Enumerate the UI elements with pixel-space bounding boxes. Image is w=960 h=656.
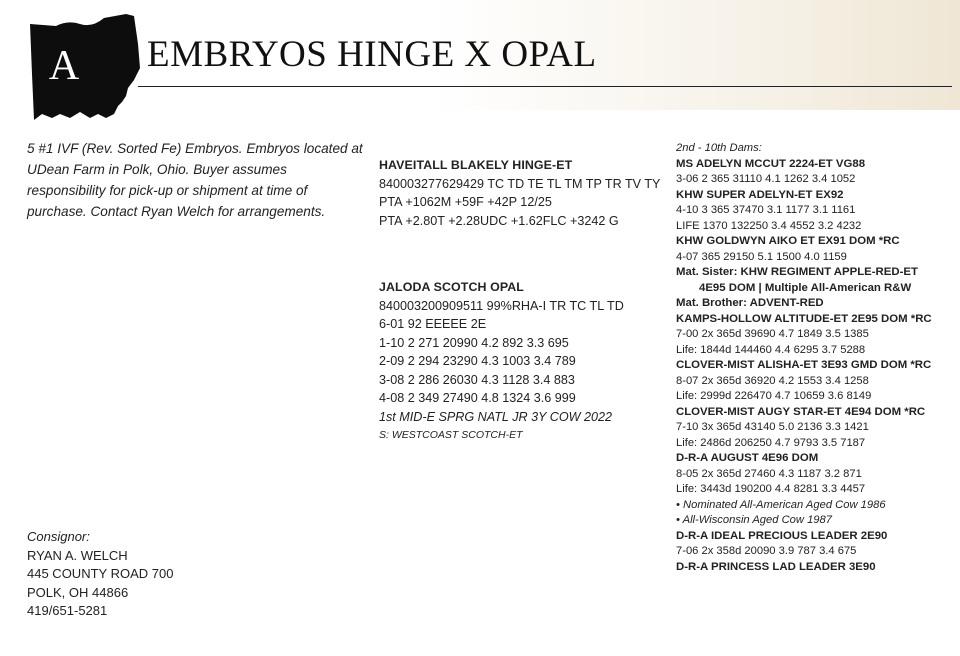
pedigree-line: 3-06 2 365 31110 4.1 1262 3.4 1052 <box>676 173 856 185</box>
pedigree-line: KHW SUPER ADELYN-ET EX92 <box>676 188 844 201</box>
dam-line: 3-08 2 286 26030 4.3 1128 3.4 883 <box>379 372 575 387</box>
dam-block <box>379 278 679 445</box>
sire-block <box>379 156 679 230</box>
pedigree-line: KAMPS-HOLLOW ALTITUDE-ET 2E95 DOM *RC <box>676 312 932 325</box>
pedigree-line: 8-05 2x 365d 27460 4.3 1187 3.2 871 <box>676 467 862 480</box>
pedigree-line: 8-07 2x 365d 36920 4.2 1553 3.4 1258 <box>676 374 869 387</box>
pedigree-line: Life: 2999d 226470 4.7 10659 3.6 8149 <box>676 390 872 402</box>
dam-line: 6-01 92 EEEEE 2E <box>379 317 487 331</box>
dam-sire-note: S: WESTCOAST SCOTCH-ET <box>379 429 523 441</box>
consignor-name: RYAN A. WELCH <box>27 547 128 563</box>
pedigree-line: • All-Wisconsin Aged Cow 1987 <box>676 514 832 526</box>
sire-line: 840003277629429 TC TD TE TL TM TP TR TV TY <box>379 176 661 191</box>
pedigree-line: CLOVER-MIST AUGY STAR-ET 4E94 DOM *RC <box>676 405 926 418</box>
consignor-address: 445 COUNTY ROAD 700 <box>27 566 174 581</box>
pedigree-line: 7-06 2x 358d 20090 3.9 787 3.4 675 <box>676 545 857 557</box>
pedigree-line: 4-10 3 365 37470 3.1 1177 3.1 1161 <box>676 204 856 216</box>
page-title: EMBRYOS HINGE X OPAL <box>147 34 597 75</box>
sire-line: PTA +2.80T +2.28UDC +1.62FLC +3242 G <box>379 213 619 228</box>
pedigree-block <box>676 141 958 575</box>
consignor-city: POLK, OH 44866 <box>27 584 129 600</box>
dam-award: 1st MID-E SPRG NATL JR 3Y COW 2022 <box>379 409 613 424</box>
dam-line: 1-10 2 271 20990 4.2 892 3.3 695 <box>379 335 569 350</box>
pedigree-line: KHW GOLDWYN AIKO ET EX91 DOM *RC <box>676 235 900 247</box>
pedigree-line: Mat. Sister: KHW REGIMENT APPLE-RED-ET <box>676 266 918 278</box>
sire-name: HAVEITALL BLAKELY HINGE-ET <box>379 158 573 172</box>
dam-name: JALODA SCOTCH OPAL <box>379 280 524 294</box>
title-divider <box>138 86 952 87</box>
pedigree-line: Life: 2486d 206250 4.7 9793 3.5 7187 <box>676 436 866 449</box>
pedigree-line: D-R-A IDEAL PRECIOUS LEADER 2E90 <box>676 529 888 542</box>
consignor-label: Consignor: <box>27 529 90 544</box>
pedigree-line: D-R-A AUGUST 4E96 DOM <box>676 452 819 464</box>
dam-line: 840003200909511 99%RHA-I TR TC TL TD <box>379 298 624 313</box>
lot-header <box>0 0 960 95</box>
pedigree-line: D-R-A PRINCESS LAD LEADER 3E90 <box>676 560 876 573</box>
pedigree-line: 4E95 DOM | Multiple All-American R&W <box>699 281 912 294</box>
dam-line: 4-08 2 349 27490 4.8 1324 3.6 999 <box>379 391 576 405</box>
pedigree-lines <box>676 157 958 576</box>
sire-line: PTA +1062M +59F +42P 12/25 <box>379 195 552 209</box>
pedigree-line: Life: 3443d 190200 4.4 8281 3.3 4457 <box>676 483 866 495</box>
pedigree-line: 7-00 2x 365d 39690 4.7 1849 3.5 1385 <box>676 328 869 340</box>
consignor-phone: 419/651-5281 <box>27 603 108 618</box>
pedigree-line: LIFE 1370 132250 3.4 4552 3.2 4232 <box>676 219 862 232</box>
pedigree-line: 4-07 365 29150 5.1 1500 4.0 1159 <box>676 250 847 263</box>
pedigree-line: 7-10 3x 365d 43140 5.0 2136 3.3 1421 <box>676 421 869 433</box>
pedigree-line: CLOVER-MIST ALISHA-ET 3E93 GMD DOM *RC <box>676 359 932 371</box>
pedigree-line: Life: 1844d 144460 4.4 6295 3.7 5288 <box>676 343 866 356</box>
consignor-block <box>27 528 173 621</box>
lot-letter: A <box>48 43 80 89</box>
pedigree-line: MS ADELYN MCCUT 2224-ET VG88 <box>676 157 866 170</box>
lot-description: 5 #1 IVF (Rev. Sorted Fe) Embryos. Embryos located at UDean Farm in Polk, Ohio. Buyer assumes responsibility for pick-up or shipment at time of purchase. Contact Ryan Welch for arrangements. <box>27 141 363 219</box>
dam-line: 2-09 2 294 23290 4.3 1003 3.4 789 <box>379 354 576 368</box>
pedigree-header: 2nd - 10th Dams: <box>676 142 762 154</box>
pedigree-line: • Nominated All-American Aged Cow 1986 <box>676 498 886 511</box>
pedigree-line: Mat. Brother: ADVENT-RED <box>676 297 824 309</box>
